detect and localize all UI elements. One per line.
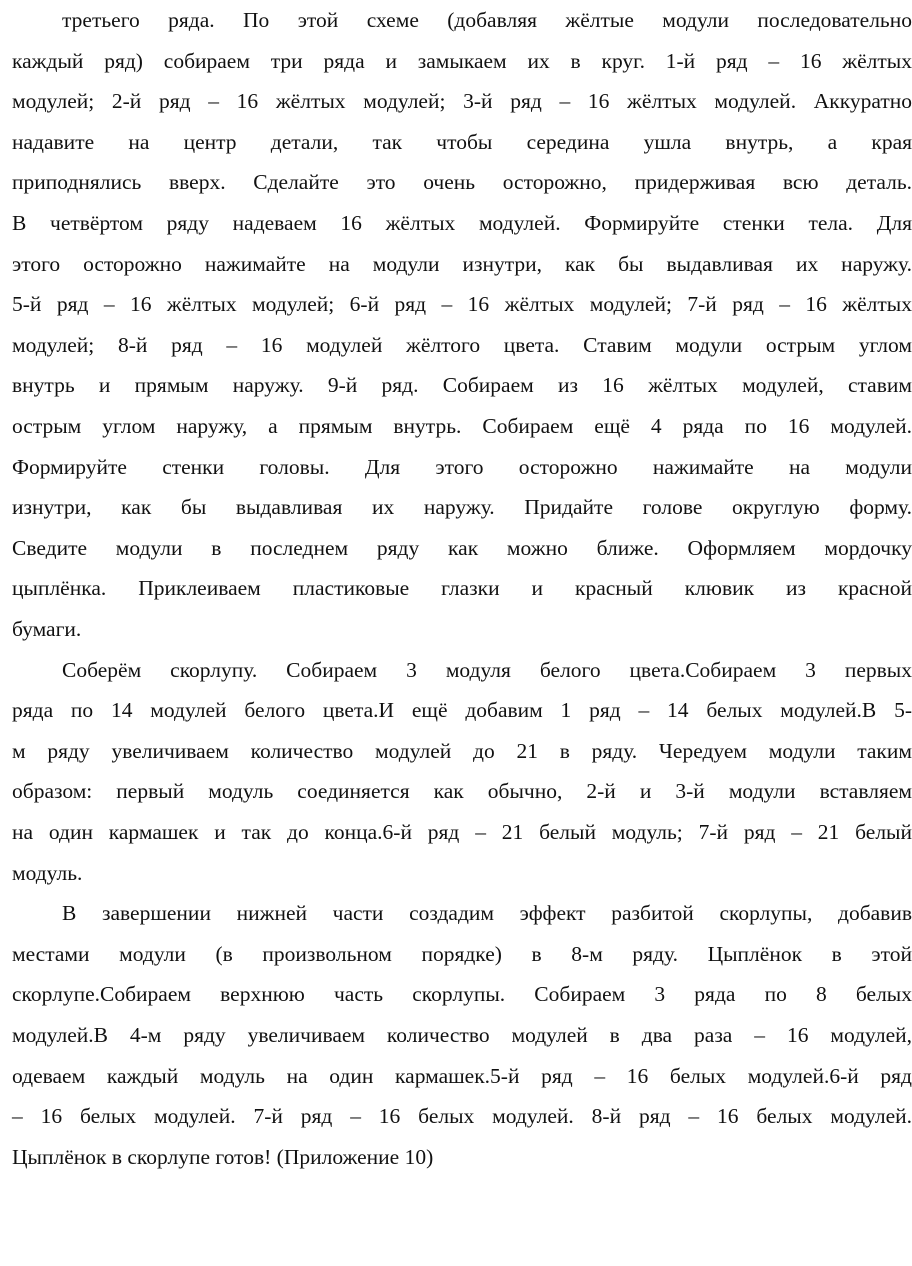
text-line: изнутри, как бы выдавливая их наружу. Придайте голове округлую форму. (12, 495, 912, 520)
text-line: Формируйте стенки головы. Для этого осторожно нажимайте на модули (12, 454, 912, 479)
text-line: – 16 белых модулей. 7-й ряд – 16 белых модулей. 8-й ряд – 16 белых модулей. (12, 1104, 912, 1129)
text-line: модулей.В 4-м ряду увеличиваем количество модулей в два раза – 16 модулей, (12, 1023, 912, 1047)
text-line: острым углом наружу, а прямым внутрь. Собираем ещё 4 ряда по 16 модулей. (12, 414, 912, 438)
text-line: модуль. (12, 860, 83, 885)
text-line: этого осторожно нажимайте на модули изнутри, как бы выдавливая их наружу. (12, 251, 912, 276)
text-line: м ряду увеличиваем количество модулей до 21 в ряду. Чередуем модули таким (12, 738, 912, 763)
text-line: местами модули (в произвольном порядке) в 8-м ряду. Цыплёнок в этой (12, 941, 912, 966)
text-line: каждый ряд) собираем три ряда и замыкаем их в круг. 1-й ряд – 16 жёлтых (12, 48, 912, 73)
text-line: на один кармашек и так до конца.6-й ряд – 21 белый модуль; 7-й ряд – 21 белый (12, 820, 912, 844)
text-line: модулей; 2-й ряд – 16 жёлтых модулей; 3-й ряд – 16 жёлтых модулей. Аккуратно (12, 89, 912, 114)
text-line: одеваем каждый модуль на один кармашек.5-й ряд – 16 белых модулей.6-й ряд (12, 1063, 912, 1088)
text-line: Цыплёнок в скорлупе готов! (Приложение 10) (12, 1144, 434, 1169)
text-line: ряда по 14 модулей белого цвета.И ещё добавим 1 ряд – 14 белых модулей.В 5- (12, 698, 912, 723)
text-line: скорлупе.Собираем верхнюю часть скорлупы. Собираем 3 ряда по 8 белых (12, 982, 912, 1007)
text-line: Сведите модули в последнем ряду как можно ближе. Оформляем мордочку (12, 535, 912, 560)
text-line: Соберём скорлупу. Собираем 3 модуля белого цвета.Собираем 3 первых (62, 657, 912, 682)
text-line: В четвёртом ряду надеваем 16 жёлтых модулей. Формируйте стенки тела. Для (12, 211, 912, 235)
text-line: образом: первый модуль соединяется как обычно, 2-й и 3-й модули вставляем (12, 779, 912, 804)
text-line: В завершении нижней части создадим эффект разбитой скорлупы, добавив (62, 901, 912, 926)
text-line: модулей; 8-й ряд – 16 модулей жёлтого цвета. Ставим модули острым углом (12, 332, 912, 357)
text-line: бумаги. (12, 617, 82, 641)
text-line: третьего ряда. По этой схеме (добавляя жёлтые модули последовательно (62, 8, 912, 32)
text-line: внутрь и прямым наружу. 9-й ряд. Собираем из 16 жёлтых модулей, ставим (12, 373, 912, 398)
text-line: 5-й ряд – 16 жёлтых модулей; 6-й ряд – 16 жёлтых модулей; 7-й ряд – 16 жёлтых (12, 292, 912, 317)
text-line: приподнялись вверх. Сделайте это очень осторожно, придерживая всю деталь. (12, 170, 912, 195)
text-line: надавите на центр детали, так чтобы середина ушла внутрь, а края (12, 129, 912, 154)
text-line: цыплёнка. Приклеиваем пластиковые глазки и красный клювик из красной (12, 576, 912, 601)
